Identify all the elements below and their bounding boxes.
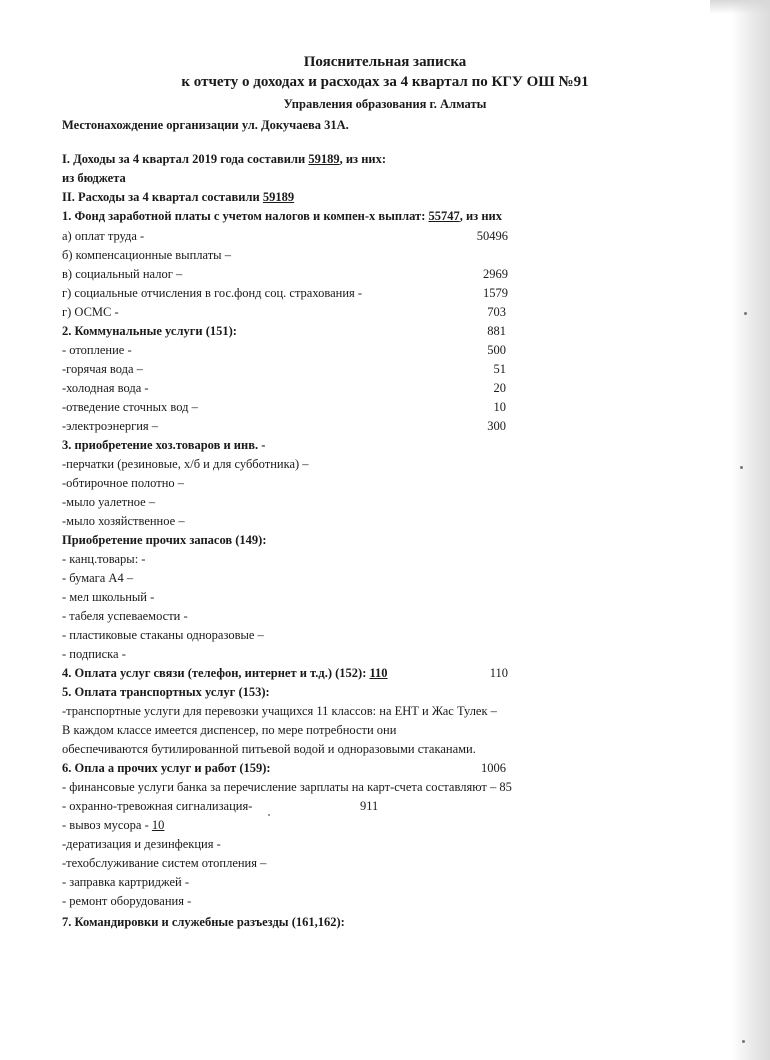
payroll-heading	[62, 208, 502, 224]
services-item: -техобслуживание систем отопления –	[62, 856, 267, 870]
payroll-item-value: 1579	[483, 286, 508, 300]
garbage-value: 10	[151, 818, 165, 832]
income-amount: 59189	[308, 152, 340, 166]
services-item: - заправка картриджей -	[62, 875, 189, 889]
supplies-item: - пластиковые стаканы одноразовые –	[62, 628, 264, 642]
scan-speck	[740, 466, 743, 469]
supplies-item: - мел школьный -	[62, 590, 155, 604]
income-line	[62, 151, 386, 167]
household-heading: 3. приобретение хоз.товаров и инв. -	[62, 438, 266, 452]
supplies-heading: Приобретение прочих запасов (149):	[62, 533, 267, 547]
scan-speck	[268, 814, 270, 816]
payroll-item-label: г) ОСМС -	[62, 305, 119, 319]
income-prefix: I. Доходы за 4 квартал 2019 года составили	[62, 152, 309, 166]
transport-line: обеспечиваются бутилированной питьевой водой и одноразовыми стаканами.	[62, 742, 476, 756]
supplies-item: - подписка -	[62, 647, 126, 661]
supplies-item: - бумага А4 –	[62, 571, 134, 585]
expenses-line	[62, 189, 294, 205]
scan-edge-top	[710, 0, 770, 14]
payroll-prefix: 1. Фонд заработной платы с учетом налогов и компен-х выплат:	[62, 209, 429, 223]
income-source: из бюджета	[62, 171, 126, 185]
scan-speck	[742, 1040, 745, 1043]
security-label: - охранно-тревожная сигнализация-	[62, 799, 253, 813]
household-item: -обтирочное полотно –	[62, 476, 185, 490]
expenses-amount: 59189	[262, 190, 295, 204]
garbage-label: - вывоз мусора -	[62, 818, 152, 832]
payroll-item-value: 50496	[476, 229, 508, 243]
payroll-item-label: в) социальный налог –	[62, 267, 183, 281]
security-value: 911	[360, 799, 379, 813]
communication-line	[62, 665, 388, 681]
travel-heading: 7. Командировки и служебные разъезды (161,162):	[62, 915, 345, 929]
document-subtitle: к отчету о доходах и расходах за 4 квартал по КГУ ОШ №91	[181, 74, 589, 90]
payroll-item-label: а) оплат труда -	[62, 229, 145, 243]
utility-item-label: - отопление -	[62, 343, 132, 357]
household-item: -мыло хозяйственное –	[62, 514, 185, 528]
transport-heading: 5. Оплата транспортных услуг (153):	[62, 685, 270, 699]
services-item: - ремонт оборудования -	[62, 894, 192, 908]
utility-item-value: 300	[487, 419, 506, 433]
payroll-item-label: б) компенсационные выплаты –	[62, 248, 231, 262]
supplies-item: - табеля успеваемости -	[62, 609, 188, 623]
communication-value: 110	[489, 666, 508, 680]
payroll-item-value: 2969	[483, 267, 508, 281]
services-total: 1006	[481, 761, 506, 775]
services-heading: 6. Опла а прочих услуг и работ (159):	[62, 761, 271, 775]
payroll-suffix: , из них	[459, 209, 502, 223]
household-item: -мыло уалетное –	[62, 495, 156, 509]
transport-line: В каждом классе имеется диспенсер, по мере потребности они	[62, 723, 397, 737]
garbage-line	[62, 817, 164, 833]
utility-item-value: 20	[493, 381, 506, 395]
supplies-item: - канц.товары: -	[62, 552, 146, 566]
utilities-heading: 2. Коммунальные услуги (151):	[62, 324, 237, 338]
utility-item-label: -горячая вода –	[62, 362, 143, 376]
scan-edge-shadow	[732, 0, 770, 1060]
department-line: Управления образования г. Алматы	[283, 97, 487, 111]
income-suffix: , из них:	[339, 152, 387, 166]
utility-item-label: -холодная вода -	[62, 381, 149, 395]
transport-line: -транспортные услуги для перевозки учащихся 11 классов: на ЕНТ и Жас Тулек –	[62, 704, 497, 718]
utility-item-value: 51	[493, 362, 506, 376]
expenses-prefix: II. Расходы за 4 квартал составили	[62, 190, 263, 204]
location-line: Местонахождение организации ул. Докучаева 31А.	[62, 118, 349, 132]
utility-item-value: 500	[487, 343, 506, 357]
communication-amount: 110	[369, 666, 388, 680]
utilities-total: 881	[487, 324, 506, 338]
scan-speck	[744, 312, 747, 315]
document-title: Пояснительная записка	[303, 54, 467, 70]
utility-item-value: 10	[493, 400, 506, 414]
household-item: -перчатки (резиновые, х/б и для субботника) –	[62, 457, 309, 471]
payroll-item-value: 703	[487, 305, 506, 319]
services-item: -дератизация и дезинфекция -	[62, 837, 221, 851]
utility-item-label: -отведение сточных вод –	[62, 400, 198, 414]
payroll-amount: 55747	[428, 209, 460, 223]
bank-fee-line: - финансовые услуги банка за перечисление зарплаты на карт-счета составляют – 85	[62, 780, 512, 794]
utility-item-label: -электроэнергия –	[62, 419, 159, 433]
communication-prefix: 4. Оплата услуг связи (телефон, интернет и т.д.) (152):	[62, 666, 370, 680]
payroll-item-label: г) социальные отчисления в гос.фонд соц. страхования -	[62, 286, 363, 300]
